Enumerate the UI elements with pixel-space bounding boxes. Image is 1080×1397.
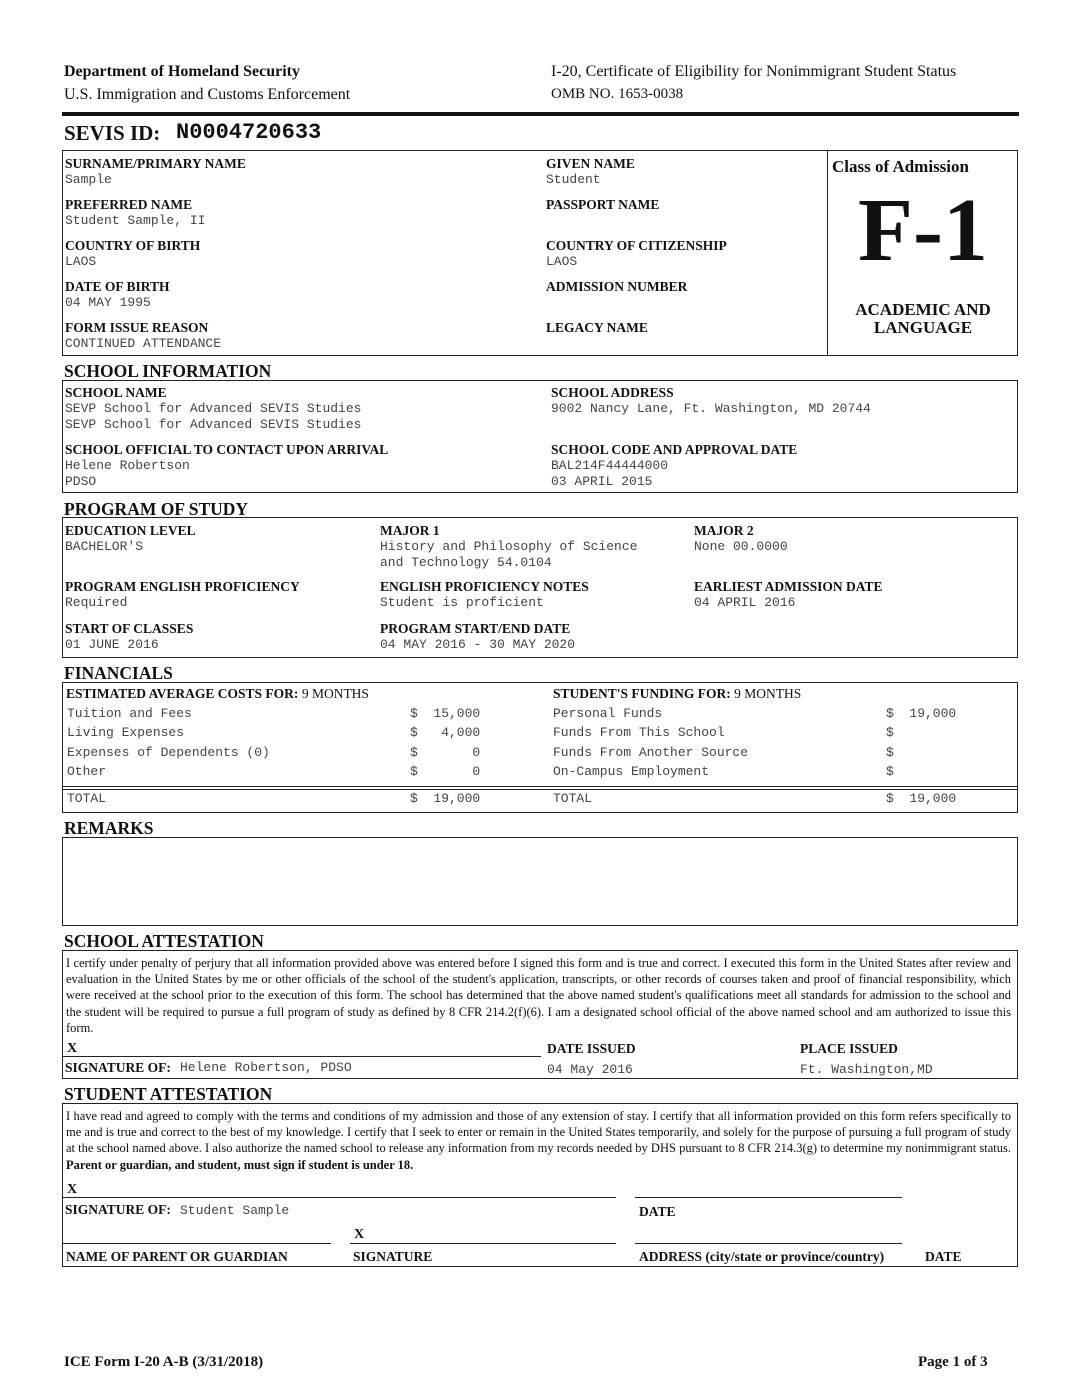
date-issued-value: 04 May 2016: [547, 1062, 633, 1077]
major-1-label: MAJOR 1: [380, 523, 440, 538]
place-issued-value: Ft. Washington,MD: [800, 1062, 933, 1077]
program-dates-label: PROGRAM START/END DATE: [380, 621, 571, 636]
student-date-line: [635, 1197, 902, 1198]
costs-header: [66, 686, 369, 702]
parent-name-label: NAME OF PARENT OR GUARDIAN: [66, 1249, 288, 1264]
student-signature-label: SIGNATURE OF:: [65, 1202, 171, 1217]
education-level-label: EDUCATION LEVEL: [65, 523, 196, 538]
funding-item: Funds From This School: [553, 725, 725, 740]
school-name-value-1: SEVP School for Advanced SEVIS Studies: [65, 401, 362, 416]
funding-item: On-Campus Employment: [553, 764, 710, 779]
visa-class-desc-2: LANGUAGE: [873, 318, 973, 337]
school-signature-x: X: [67, 1041, 78, 1056]
legacy-name-label: LEGACY NAME: [546, 320, 648, 335]
funding-amount: $ 19,000: [886, 706, 957, 721]
admission-number-label: ADMISSION NUMBER: [546, 279, 688, 294]
major-1-value-line1: History and Philosophy of Science: [380, 539, 638, 554]
start-of-classes-label: START OF CLASSES: [65, 621, 194, 636]
cost-amount: $ 4,000: [410, 725, 481, 740]
subagency-name: U.S. Immigration and Customs Enforcement: [64, 86, 351, 103]
school-attestation-text: I certify under penalty of perjury that all information provided above was entered before I signed this form and is true and correct. I executed this form in the United States after review and evaluation in the United States by me or other officials of the school of the student's application, transcripts, or other records of courses taken and proof of financial responsibility, which were received at the school prior to the execution of this form. The school has determined that the above named student's qualifications meet all standards for admission to the school and the student will be required to pursue a full program of study as defined by 8 CFR 214.2(f)(6). I am a designated school official of the above named school and am authorized to issue this form.: [66, 956, 1011, 1035]
earliest-admission-label: EARLIEST ADMISSION DATE: [694, 579, 883, 594]
surname-label: SURNAME/PRIMARY NAME: [65, 156, 246, 171]
cost-item: Expenses of Dependents (0): [67, 745, 270, 760]
country-of-birth-label: COUNTRY OF BIRTH: [65, 238, 201, 253]
costs-header-label: ESTIMATED AVERAGE COSTS FOR:: [66, 686, 299, 701]
student-signature-x: X: [67, 1182, 78, 1197]
agency-name: Department of Homeland Security: [64, 63, 300, 80]
english-notes-label: ENGLISH PROFICIENCY NOTES: [380, 579, 589, 594]
parent-address-label: ADDRESS (city/state or province/country): [639, 1249, 885, 1264]
total-funding-label: TOTAL: [553, 791, 593, 806]
student-attestation-body: I have read and agreed to comply with the terms and conditions of my admission and those of any extension of stay. I certify that all information provided on this form refers specifically to me and is true and correct to the best of my knowledge. I certify that I seek to enter or remain in the United States temporarily, and solely for the purpose of pursuing a full program of study at the school named above. I also authorize the named school to release any information from my records needed by DHS pursuant to 8 CFR 214.3(g) to determine my nonimmigrant status.: [66, 1109, 1011, 1156]
parent-signature-line: [350, 1243, 616, 1244]
cost-amount: $ 15,000: [410, 706, 481, 721]
cost-amount: $ 0: [410, 745, 481, 760]
class-of-admission-label: Class of Admission: [832, 157, 969, 176]
surname-value: Sample: [65, 172, 112, 187]
funding-header: [553, 686, 801, 702]
student-signature-value: Student Sample: [180, 1203, 290, 1218]
remarks-title: REMARKS: [64, 818, 154, 838]
country-of-birth-value: LAOS: [65, 254, 97, 269]
student-date-label: DATE: [639, 1204, 676, 1219]
school-code-value: BAL214F44444000: [551, 458, 669, 473]
school-name-label: SCHOOL NAME: [65, 385, 167, 400]
school-address-value: 9002 Nancy Lane, Ft. Washington, MD 20744: [551, 401, 871, 416]
given-name-label: GIVEN NAME: [546, 156, 635, 171]
remarks-box: [62, 837, 1018, 926]
sevis-id-value: N0004720633: [176, 120, 322, 145]
student-attestation-bold: Parent or guardian, and student, must sign if student is under 18.: [66, 1157, 414, 1172]
major-2-value: None 00.0000: [694, 539, 788, 554]
cost-amount: $ 0: [410, 764, 481, 779]
total-costs-label: TOTAL: [67, 791, 107, 806]
country-of-citizenship-value: LAOS: [546, 254, 578, 269]
preferred-name-label: PREFERRED NAME: [65, 197, 193, 212]
school-signature-label: SIGNATURE OF:: [65, 1060, 171, 1075]
school-official-name: Helene Robertson: [65, 458, 190, 473]
parent-date-label: DATE: [925, 1249, 962, 1264]
visa-class-desc-1: ACADEMIC AND: [855, 300, 991, 319]
funding-amount: $: [886, 745, 894, 760]
english-proficiency-label: PROGRAM ENGLISH PROFICIENCY: [65, 579, 300, 594]
parent-address-line: [635, 1243, 902, 1244]
funding-amount: $: [886, 764, 894, 779]
student-attestation-text: [66, 1108, 1011, 1173]
form-title: I-20, Certificate of Eligibility for Nonimmigrant Student Status: [551, 63, 957, 80]
footer-form-id: ICE Form I-20 A-B (3/31/2018): [64, 1354, 264, 1370]
total-rule-1: [63, 786, 1017, 787]
parent-signature-x: X: [354, 1227, 365, 1242]
major-1-value-line2: and Technology 54.0104: [380, 555, 552, 570]
total-rule-2: [63, 789, 1017, 790]
education-level-value: BACHELOR'S: [65, 539, 144, 554]
english-proficiency-value: Required: [65, 595, 128, 610]
parent-signature-label: SIGNATURE: [353, 1249, 433, 1264]
financials-title: FINANCIALS: [64, 663, 173, 683]
student-signature-line: [63, 1197, 616, 1198]
program-dates-value: 04 MAY 2016 - 30 MAY 2020: [380, 637, 576, 652]
funding-period: 9 MONTHS: [730, 686, 802, 701]
funding-item: Personal Funds: [553, 706, 663, 721]
cost-item: Other: [67, 764, 107, 779]
footer-page-number: Page 1 of 3: [918, 1354, 988, 1370]
total-costs-value: $ 19,000: [410, 791, 481, 806]
school-info-box: [62, 380, 1018, 493]
major-2-label: MAJOR 2: [694, 523, 754, 538]
school-official-title: PDSO: [65, 474, 97, 489]
funding-amount: $: [886, 725, 894, 740]
place-issued-label: PLACE ISSUED: [800, 1041, 898, 1056]
funding-header-label: STUDENT'S FUNDING FOR:: [553, 686, 731, 701]
header-rule: [62, 112, 1019, 116]
form-issue-reason-label: FORM ISSUE REASON: [65, 320, 209, 335]
school-info-title: SCHOOL INFORMATION: [64, 361, 272, 381]
sevis-id-label: SEVIS ID:: [64, 121, 161, 145]
preferred-name-value: Student Sample, II: [65, 213, 206, 228]
school-attestation-title: SCHOOL ATTESTATION: [64, 931, 264, 951]
school-approval-date: 03 APRIL 2015: [551, 474, 653, 489]
passport-name-label: PASSPORT NAME: [546, 197, 660, 212]
date-of-birth-value: 04 MAY 1995: [65, 295, 151, 310]
student-attestation-title: STUDENT ATTESTATION: [64, 1084, 273, 1104]
school-code-label: SCHOOL CODE AND APPROVAL DATE: [551, 442, 798, 457]
school-official-label: SCHOOL OFFICIAL TO CONTACT UPON ARRIVAL: [65, 442, 389, 457]
date-of-birth-label: DATE OF BIRTH: [65, 279, 170, 294]
funding-item: Funds From Another Source: [553, 745, 749, 760]
cost-item: Tuition and Fees: [67, 706, 192, 721]
parent-name-line: [63, 1243, 331, 1244]
earliest-admission-value: 04 APRIL 2016: [694, 595, 796, 610]
start-of-classes-value: 01 JUNE 2016: [65, 637, 159, 652]
cost-item: Living Expenses: [67, 725, 185, 740]
total-funding-value: $ 19,000: [886, 791, 957, 806]
program-title: PROGRAM OF STUDY: [64, 499, 249, 519]
school-signature-value: Helene Robertson, PDSO: [180, 1060, 352, 1075]
date-issued-label: DATE ISSUED: [547, 1041, 636, 1056]
english-notes-value: Student is proficient: [380, 595, 544, 610]
school-address-label: SCHOOL ADDRESS: [551, 385, 674, 400]
omb-number: OMB NO. 1653-0038: [551, 86, 684, 102]
visa-class-code: F-1: [858, 181, 988, 280]
form-issue-reason-value: CONTINUED ATTENDANCE: [65, 336, 222, 351]
country-of-citizenship-label: COUNTRY OF CITIZENSHIP: [546, 238, 727, 253]
school-name-value-2: SEVP School for Advanced SEVIS Studies: [65, 417, 362, 432]
costs-period: 9 MONTHS: [298, 686, 369, 701]
given-name-value: Student: [546, 172, 601, 187]
school-signature-line: [63, 1056, 541, 1057]
